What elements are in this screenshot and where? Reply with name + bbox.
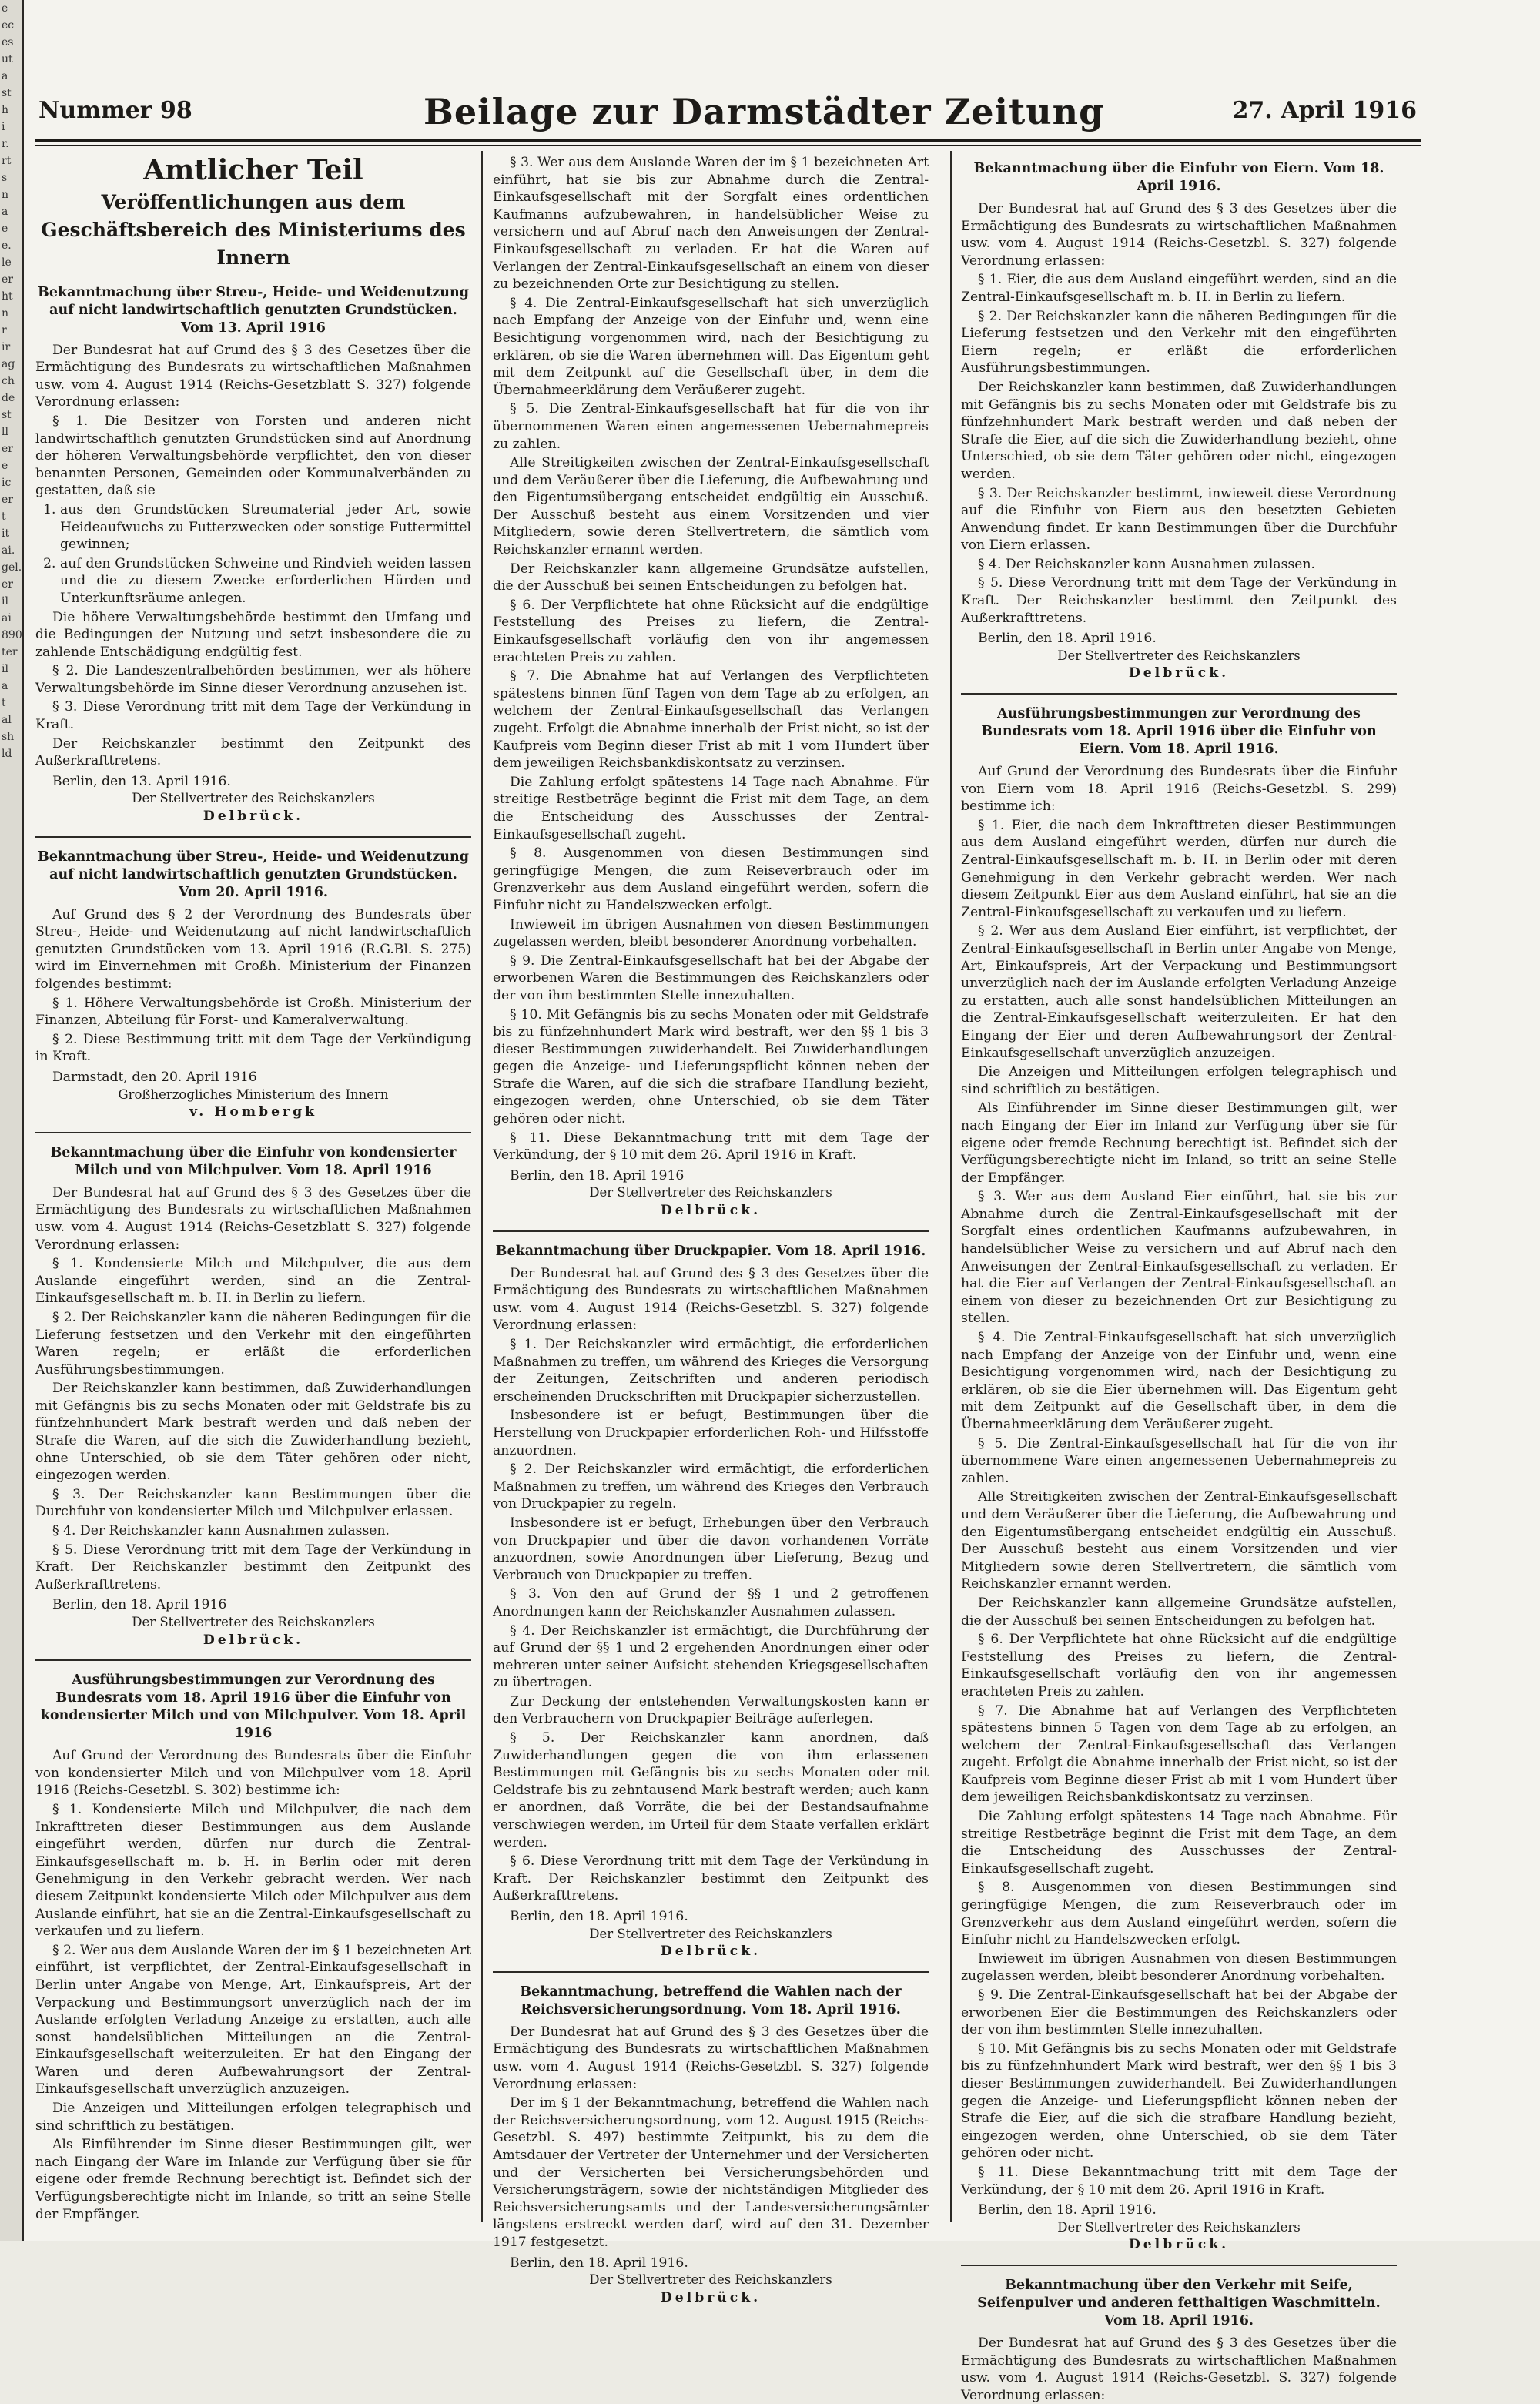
signature-name: Delbrück. bbox=[660, 1944, 762, 1960]
column-2 bbox=[493, 154, 929, 2305]
signature-title: Der Stellvertreter des Reichskanzlers bbox=[1057, 648, 1301, 663]
paragraph: Auf Grund des § 2 der Verordnung des Bundesrats über Streu-, Heide- und Weidenutzung auf nicht landwirtschaftlich genutzten Grundstücken vom 13. April 1916 (R.G.Bl. S. 275) wird im Einvernehmen mit Großh. Ministerium der Finanzen folgendes bestimmt: bbox=[35, 906, 471, 992]
paragraph: § 2. Wer aus dem Auslande Waren der im § 1 bezeichneten Art einführt, ist verpflichtet, der Zentral-Einkaufsgesellschaft in Berlin unter Angabe von Menge, Art, Einkaufspreis, Art der Verpackung und Bestimmungsort unverzüglich nach der im Auslande erfolgten Verladung Anzeige zu erstatten, auch alle sonst handelsüblichen Mitteilungen an die Zentral-Einkaufsgesellschaft weiterzuleiten. Er hat den Eingang der Waren und deren Aufbewahrungsort der Zentral-Einkaufsgesellschaft unverzüglich anzuzeigen. bbox=[35, 1942, 471, 2098]
signature-name: Delbrück. bbox=[203, 809, 304, 825]
margin-fragment: h bbox=[2, 104, 9, 116]
paragraph: § 9. Die Zentral-Einkaufsgesellschaft hat bei der Abgabe der erworbenen Waren die Bestimmungen des Reichskanzlers oder der von ihm bestimmten Stelle innezuhalten. bbox=[493, 953, 929, 1003]
paragraph: § 3. Wer aus dem Ausland Eier einführt, hat sie bis zur Abnahme durch die Zentral-Einkaufsgesellschaft mit der Sorgfalt eines ordentlichen Kaufmanns aufzubewahren, in handelsüblicher Weise zu versichern und auf Abruf nach den Anweisungen der Zentral-Einkaufsgesellschaft zu verladen. Er hat die Eier auf Verlangen der Zentral-Einkaufsgesellschaft an einem von dieser zu bezeichnenden Ort zur Besichtigung zu stellen. bbox=[961, 1189, 1397, 1327]
margin-fragment: ec bbox=[2, 19, 15, 32]
margin-fragment: rt bbox=[2, 155, 12, 167]
margin-fragment: de bbox=[2, 392, 15, 404]
paragraph: § 1. Kondensierte Milch und Milchpulver, die aus dem Auslande eingeführt werden, sind an die Zentral-Einkaufsgesellschaft m. b. H. in Berlin zu liefern. bbox=[35, 1256, 471, 1307]
margin-fragment: er bbox=[2, 494, 13, 506]
paragraph: Der Reichskanzler bestimmt den Zeitpunkt des Außerkrafttretens. bbox=[35, 735, 471, 769]
column-divider bbox=[950, 151, 952, 2222]
signature-name: Delbrück. bbox=[203, 1632, 304, 1648]
margin-fragment: a bbox=[2, 680, 8, 692]
paragraph: Insbesondere ist er befugt, Bestimmungen über die Herstellung von Druckpapier erforderlichen Roh- und Hilfsstoffe anzuordnen. bbox=[493, 1408, 929, 1458]
paragraph: Der Bundesrat hat auf Grund des § 3 des Gesetzes über die Ermächtigung des Bundesrats zu wirtschaftlichen Maßnahmen usw. vom 4. August 1914 (Reichs-Gesetzbl. S. 327) folgende Verordnung erlassen: bbox=[493, 1265, 929, 1334]
paragraph: Der Bundesrat hat auf Grund des § 3 des Gesetzes über die Ermächtigung des Bundesrats zu wirtschaftlichen Maßnahmen usw. vom 4. August 1914 (Reichs-Gesetzblatt S. 327) folgende Verordnung erlassen: bbox=[35, 342, 471, 410]
issue-date: 27. April 1916 bbox=[1232, 97, 1417, 124]
margin-fragment: ut bbox=[2, 53, 13, 65]
margin-fragment: gel. bbox=[2, 561, 22, 574]
notice-heading: Ausführungsbestimmungen zur Verordnung des Bundesrats vom 18. April 1916 über die Einfuhr von kondensierter Milch und von Milchpulver. Vom 18. April 1916 bbox=[40, 1672, 467, 1742]
list-item: 2. auf den Grundstücken Schweine und Rindvieh weiden lassen und die zu diesem Zwecke erforderlichen Hürden und Unterkunftsräume anlegen. bbox=[60, 555, 471, 608]
notice-heading: Bekanntmachung über den Verkehr mit Seife, Seifenpulver und anderen fetthaltigen Waschmitteln. Vom 18. April 1916. bbox=[977, 2277, 1381, 2329]
margin-fragment: ter bbox=[2, 646, 18, 658]
paragraph: Die Zahlung erfolgt spätestens 14 Tage nach Abnahme. Für streitige Restbeträge beginnt die Frist mit dem Tage, an dem die Entscheidung des Ausschusses der Zentral-Einkaufsgesellschaft zugeht. bbox=[961, 1809, 1397, 1877]
place-date: Berlin, den 18. April 1916. bbox=[510, 2255, 688, 2271]
paragraph: § 10. Mit Gefängnis bis zu sechs Monaten oder mit Geldstrafe bis zu fünfzehnhundert Mark wird bestraft, wer den §§ 1 bis 3 dieser Bestimmungen zuwiderhandelt. Bei Zuwiderhandlungen gegen die Anzeige- und Lieferungspflicht können neben der Strafe die Waren, auf die sich die strafbare Handlung bezieht, eingezogen werden, ohne Unterschied, ob sie dem Täter gehören oder nicht. bbox=[493, 1006, 929, 1127]
paragraph: Der Reichskanzler kann bestimmen, daß Zuwiderhandlungen mit Gefängnis bis zu sechs Monaten oder mit Geldstrafe bis zu fünfzehnhundert Mark bestraft werden und daß neben der Strafe die Eier, auf die sich die Zuwiderhandlung bezieht, ohne Unterschied, ob sie dem Täter gehören oder nicht, eingezogen werden. bbox=[961, 379, 1397, 482]
paragraph: § 4. Der Reichskanzler kann Ausnahmen zulassen. bbox=[52, 1523, 390, 1539]
margin-fragment: 890 bbox=[2, 629, 22, 641]
place-date: Berlin, den 18. April 1916 bbox=[52, 1597, 227, 1613]
margin-fragment: it bbox=[2, 527, 10, 540]
paragraph: Die Anzeigen und Mitteilungen erfolgen telegraphisch und sind schriftlich zu bestätigen. bbox=[961, 1064, 1397, 1097]
paragraph: § 1. Der Reichskanzler wird ermächtigt, die erforderlichen Maßnahmen zu treffen, um während des Krieges die Versorgung der Zeitungen, Zeitschriften und anderen periodisch erscheinenden Druckschriften mit Druckpapier sicherzustellen. bbox=[493, 1337, 929, 1405]
place-date: Berlin, den 18. April 1916 bbox=[510, 1167, 685, 1184]
paragraph: Der Bundesrat hat auf Grund des § 3 des Gesetzes über die Ermächtigung des Bundesrats zu wirtschaftlichen Maßnahmen usw. vom 4. August 1914 (Reichs-Gesetzblatt S. 327) folgende Verordnung erlassen: bbox=[35, 1184, 471, 1253]
paragraph: § 2. Diese Bestimmung tritt mit dem Tage der Verkündigung in Kraft. bbox=[35, 1031, 471, 1065]
paragraph: Insbesondere ist er befugt, Erhebungen über den Verbrauch von Druckpapier und über die davon vorhandenen Vorräte anzuordnen, sowie Anordnungen über Lieferung, Bezug und Verbrauch von Druckpapier zu treffen. bbox=[493, 1515, 929, 1583]
margin-fragment: es bbox=[2, 36, 14, 49]
signature-title: Der Stellvertreter des Reichskanzlers bbox=[589, 2272, 832, 2288]
paragraph: § 2. Die Landeszentralbehörden bestimmen, wer als höhere Verwaltungsbehörde im Sinne dieser Verordnung anzusehen ist. bbox=[35, 663, 471, 696]
margin-fragment: s bbox=[2, 172, 8, 184]
signature-title: Der Stellvertreter des Reichskanzlers bbox=[132, 791, 375, 806]
place-date: Berlin, den 18. April 1916. bbox=[978, 631, 1157, 647]
paragraph: § 5. Die Zentral-Einkaufsgesellschaft hat für die von ihr übernommene Ware einen angemessenen Uebernahmepreis zu zahlen. bbox=[961, 1435, 1397, 1486]
paragraph: § 1. Höhere Verwaltungsbehörde ist Großh. Ministerium der Finanzen, Abteilung für Forst- und Kameralverwaltung. bbox=[35, 995, 471, 1029]
masthead-rule-thin bbox=[35, 145, 1421, 146]
paragraph: Die höhere Verwaltungsbehörde bestimmt den Umfang und die Bedingungen der Nutzung und setzt insbesondere die zu zahlende Entschädigung endgültig fest. bbox=[35, 609, 471, 660]
masthead bbox=[38, 91, 1417, 137]
paragraph: § 4. Der Reichskanzler kann Ausnahmen zulassen. bbox=[978, 556, 1315, 572]
margin-fragment: st bbox=[2, 87, 12, 99]
paragraph: § 11. Diese Bekanntmachung tritt mit dem Tage der Verkündung, der § 10 mit dem 26. April 1916 in Kraft. bbox=[493, 1130, 929, 1163]
margin-fragment: ag bbox=[2, 358, 15, 370]
paragraph: § 3. Der Reichskanzler bestimmt, inwieweit diese Verordnung auf die Einfuhr von Eiern aus den besetzten Gebieten Anwendung findet. Er kann Bestimmungen über die Durchfuhr von Eiern erlassen. bbox=[961, 485, 1397, 554]
margin-fragment: er bbox=[2, 273, 13, 286]
paragraph: Inwieweit im übrigen Ausnahmen von diesen Bestimmungen zugelassen werden, bleibt besonderer Anordnung vorbehalten. bbox=[493, 916, 929, 950]
notice-heading: Bekanntmachung über Streu-, Heide- und Weidenutzung auf nicht landwirtschaftlich genutzten Grundstücken. Vom 13. April 1916 bbox=[38, 284, 469, 336]
margin-fragment: st bbox=[2, 409, 12, 421]
notice-heading: Ausführungsbestimmungen zur Verordnung des Bundesrats vom 18. April 1916 über die Einfuhr von Eiern. Vom 18. April 1916. bbox=[981, 706, 1377, 758]
margin-fragment: a bbox=[2, 206, 8, 218]
paragraph: § 6. Der Verpflichtete hat ohne Rücksicht auf die endgültige Feststellung des Preises zu liefern, die Zentral-Einkaufsgesellschaft vorläufig den von ihr angemessen erachteten Preis zu zahlen. bbox=[961, 1632, 1397, 1699]
paragraph: § 4. Die Zentral-Einkaufsgesellschaft hat sich unverzüglich nach Empfang der Anzeige von der Einfuhr und, wenn eine Besichtigung vorgenommen wird, nach der Besichtigung zu erklären, ob sie die Waren übernehmen will. Das Eigentum geht mit dem Zeitpunkt auf die Gesellschaft über, in dem die Übernahmeerklärung dem Veräußerer zugeht. bbox=[493, 295, 929, 398]
margin-fragment: n bbox=[2, 307, 9, 320]
place-date: Darmstadt, den 20. April 1916 bbox=[52, 1069, 257, 1085]
margin-fragment: e. bbox=[2, 239, 12, 252]
signature-name: Delbrück. bbox=[660, 2289, 762, 2305]
notice-divider bbox=[961, 693, 1397, 695]
column-divider bbox=[481, 151, 483, 2222]
margin-fragment: il bbox=[2, 663, 8, 675]
margin-fragment: ch bbox=[2, 375, 15, 387]
signature-title: Der Stellvertreter des Reichskanzlers bbox=[132, 1615, 375, 1629]
paragraph: § 11. Diese Bekanntmachung tritt mit dem Tage der Verkündung, der § 10 mit dem 26. April 1916 in Kraft. bbox=[961, 2164, 1397, 2198]
notice-divider bbox=[493, 1230, 929, 1232]
notice-divider bbox=[493, 1971, 929, 1973]
signature-name: v. Hombergk bbox=[189, 1104, 318, 1120]
margin-fragment: ht bbox=[2, 290, 13, 303]
notice-divider bbox=[35, 836, 471, 838]
list-item: 1. aus den Grundstücken Streumaterial jeder Art, sowie Heideaufwuchs zu Futterzwecken oder sonstige Futtermittel gewinnen; bbox=[60, 501, 471, 554]
signature-title: Großherzogliches Ministerium des Innern bbox=[118, 1086, 389, 1102]
margin-fragment: le bbox=[2, 256, 12, 269]
margin-fragment: sh bbox=[2, 731, 15, 743]
notice-divider bbox=[961, 2265, 1397, 2266]
margin-fragment: r bbox=[2, 324, 7, 336]
paragraph: Der Reichskanzler kann allgemeine Grundsätze aufstellen, die der Ausschuß bei seinen Entscheidungen zu befolgen hat. bbox=[961, 1595, 1397, 1629]
paragraph: Der im § 1 der Bekanntmachung, betreffend die Wahlen nach der Reichsversicherungsordnung, vom 12. August 1915 (Reichs-Gesetzbl. S. 497) bestimmte Zeitpunkt, bis zu dem die Amtsdauer der Vertreter der Unternehmer und der Versicherten und der Versicherten bei Versicherungsbehörden und Versicherungsträgern, sowie der nichtständigen Mitglieder des Reichsversicherungsamts und der Landesversicherungsämter längstens erstreckt werden darf, wird auf den 31. Dezember 1917 festgesetzt. bbox=[493, 2095, 929, 2250]
signature-title: Der Stellvertreter des Reichskanzlers bbox=[589, 1185, 832, 1200]
paragraph: Der Bundesrat hat auf Grund des § 3 des Gesetzes über die Ermächtigung des Bundesrats zu wirtschaftlichen Maßnahmen usw. vom 4. August 1914 (Reichs-Gesetzbl. S. 327) folgende Verordnung erlassen: bbox=[961, 2335, 1397, 2403]
numbered-list bbox=[35, 501, 471, 608]
margin-fragment: t bbox=[2, 511, 6, 523]
signature-name: Delbrück. bbox=[660, 1203, 762, 1219]
paragraph: § 7. Die Abnahme hat auf Verlangen des Verpflichteten spätestens binnen fünf Tagen von dem Tage ab zu erfolgen, an welchem der Zentral-Einkaufsgesellschaft das Verlangen zugeht. Erfolgt die Abnahme innerhalb der Frist nicht, so ist der Kaufpreis vom Beginn dieser Frist ab mit 1 vom Hundert über dem jeweiligen Reichsbankdiskontsatz zu verzinsen. bbox=[493, 668, 929, 772]
margin-fragment: e bbox=[2, 460, 8, 472]
paragraph: Als Einführender im Sinne dieser Bestimmungen gilt, wer nach Eingang der Eier im Inland zur Verfügung über sie für eigene oder fremde Rechnung berechtigt ist. Befindet sich der Verfügungsberechtigte nicht im Inland, so tritt an seine Stelle der Empfänger. bbox=[961, 1100, 1397, 1186]
margin-fragment: ic bbox=[2, 477, 12, 489]
notice-divider bbox=[35, 1659, 471, 1661]
margin-fragment: e bbox=[2, 2, 8, 15]
margin-fragment: ai bbox=[2, 612, 12, 624]
margin-fragment: ai. bbox=[2, 544, 15, 557]
masthead-rule bbox=[35, 139, 1421, 142]
paragraph: § 2. Der Reichskanzler wird ermächtigt, die erforderlichen Maßnahmen zu treffen, um während des Krieges den Verbrauch von Druckpapier zu regeln. bbox=[493, 1461, 929, 1512]
signature-title: Der Stellvertreter des Reichskanzlers bbox=[1057, 2219, 1301, 2235]
place-date: Berlin, den 18. April 1916. bbox=[978, 2202, 1157, 2218]
notice-heading: Bekanntmachung über Druckpapier. Vom 18. April 1916. bbox=[495, 1243, 926, 1259]
paragraph: Die Anzeigen und Mitteilungen erfolgen telegraphisch und sind schriftlich zu bestätigen. bbox=[35, 2101, 471, 2134]
paragraph: § 6. Diese Verordnung tritt mit dem Tage der Verkündung in Kraft. Der Reichskanzler bestimmt den Zeitpunkt des Außerkrafttretens. bbox=[493, 1853, 929, 1904]
paragraph: § 1. Kondensierte Milch und Milchpulver, die nach dem Inkrafttreten dieser Bestimmungen aus dem Auslande eingeführt werden, dürfen nur durch die Zentral-Einkaufsgesellschaft m. b. H. in Berlin oder mit deren Genehmigung in den Verkehr gebracht werden. Wer nach diesem Zeitpunkt kondensierte Milch oder Milchpulver aus dem Auslande einführt, hat sie an die Zentral-Einkaufsgesellschaft zu verkaufen und zu liefern. bbox=[35, 1801, 471, 1940]
paragraph: § 7. Die Abnahme hat auf Verlangen des Verpflichteten spätestens binnen 5 Tagen von dem Tage ab zu erfolgen, an welchem der Zentral-Einkaufsgesellschaft das Verlangen zugeht. Erfolgt die Abnahme innerhalb der Frist nicht, so ist der Kaufpreis vom Beginne dieser Frist ab mit 1 vom Hundert über dem jeweiligen Reichsbankdiskontsatz zu verzinsen. bbox=[961, 1703, 1397, 1806]
paragraph: § 8. Ausgenommen von diesen Bestimmungen sind geringfügige Mengen, die zum Reiseverbrauch oder im Grenzverkehr aus dem Ausland eingeführt werden, sofern die Einfuhr nicht zu Handelszwecken erfolgt. bbox=[493, 845, 929, 913]
place-date: Berlin, den 18. April 1916. bbox=[510, 1909, 688, 1924]
margin-fragment: a bbox=[2, 70, 8, 82]
place-date: Berlin, den 13. April 1916. bbox=[52, 773, 231, 789]
margin-fragment: er bbox=[2, 443, 13, 455]
paragraph: Auf Grund der Verordnung des Bundesrats über die Einfuhr von Eiern vom 18. April 1916 (Reichs-Gesetzbl. S. 299) bestimme ich: bbox=[961, 764, 1397, 815]
margin-fragment: i bbox=[2, 121, 5, 133]
section-subtitle: Veröffentlichungen aus dem Geschäftsbereich des Ministeriums des Innern bbox=[41, 190, 466, 269]
paragraph: § 9. Die Zentral-Einkaufsgesellschaft hat bei der Abgabe der erworbenen Eier die Bestimmungen des Reichskanzlers oder der von ihm bestimmten Stelle innezuhalten. bbox=[961, 1987, 1397, 2038]
notice-divider bbox=[35, 1132, 471, 1133]
paragraph: Als Einführender im Sinne dieser Bestimmungen gilt, wer nach Eingang der Ware im Inlande zur Verfügung über sie für eigene oder fremde Rechnung berechtigt ist. Befindet sich der Verfügungsberechtigte nicht im Inlande, so tritt an seine Stelle der Empfänger. bbox=[35, 2137, 471, 2222]
paragraph: § 5. Die Zentral-Einkaufsgesellschaft hat für die von ihr übernommenen Waren einen angemessenen Uebernahmepreis zu zahlen. bbox=[493, 401, 929, 452]
paragraph: § 3. Der Reichskanzler kann Bestimmungen über die Durchfuhr von kondensierter Milch und Milchpulver erlassen. bbox=[35, 1486, 471, 1520]
paragraph: Der Reichskanzler kann bestimmen, daß Zuwiderhandlungen mit Gefängnis bis zu sechs Monaten oder mit Geldstrafe bis zu fünfzehnhundert Mark bestraft werden und daß neben der Strafe die Waren, auf die sich die Zuwiderhandlung bezieht, ohne Unterschied, ob sie dem Täter gehören oder nicht, eingezogen werden. bbox=[35, 1381, 471, 1484]
signature-name: Delbrück. bbox=[1128, 2237, 1230, 2253]
margin-fragment: il bbox=[2, 595, 8, 608]
paragraph: Inwieweit im übrigen Ausnahmen von diesen Bestimmungen zugelassen werden, bleibt besonderer Anordnung vorbehalten. bbox=[961, 1950, 1397, 1984]
paragraph: § 1. Eier, die aus dem Ausland eingeführt werden, sind an die Zentral-Einkaufsgesellschaft m. b. H. in Berlin zu liefern. bbox=[961, 272, 1397, 305]
paragraph: Der Bundesrat hat auf Grund des § 3 des Gesetzes über die Ermächtigung des Bundesrats zu wirtschaftlichen Maßnahmen usw. vom 4. August 1914 (Reichs-Gesetzbl. S. 327) folgende Verordnung erlassen: bbox=[493, 2024, 929, 2092]
paragraph: § 5. Diese Verordnung tritt mit dem Tage der Verkündung in Kraft. Der Reichskanzler bestimmt den Zeitpunkt des Außerkrafttretens. bbox=[35, 1542, 471, 1592]
issue-number: Nummer 98 bbox=[38, 97, 192, 124]
column-1 bbox=[35, 154, 471, 2222]
paragraph: § 8. Ausgenommen von diesen Bestimmungen sind geringfügige Mengen, die zum Reiseverbrauch oder im Grenzverkehr aus dem Ausland eingeführt werden, sofern die Einfuhr nicht zu Handelszwecken erfolgt. bbox=[961, 1880, 1397, 1948]
paragraph: § 3. Diese Verordnung tritt mit dem Tage der Verkündung in Kraft. bbox=[35, 699, 471, 733]
margin-fragment: n bbox=[2, 189, 9, 201]
adjacent-page-margin bbox=[0, 0, 24, 2241]
margin-fragment: t bbox=[2, 697, 6, 709]
paragraph: Auf Grund der Verordnung des Bundesrats über die Einfuhr von kondensierter Milch und von Milchpulver vom 18. April 1916 (Reichs-Gesetzbl. S. 302) bestimme ich: bbox=[35, 1748, 471, 1799]
paragraph: Die Zahlung erfolgt spätestens 14 Tage nach Abnahme. Für streitige Restbeträge beginnt die Frist mit dem Tage, an dem die Entscheidung des Ausschusses der Zentral-Einkaufsgesellschaft zugeht. bbox=[493, 774, 929, 842]
paragraph: § 5. Der Reichskanzler kann anordnen, daß Zuwiderhandlungen gegen die von ihm erlassenen Bestimmungen mit Gefängnis bis zu sechs Monaten oder mit Geldstrafe bis zu zehntausend Mark bestraft werden; auch kann er anordnen, daß Vorräte, die bei der Bestandsaufnahme verschwiegen werden, im Urteil für dem Staate verfallen erklärt werden. bbox=[493, 1730, 929, 1850]
signature-name: Delbrück. bbox=[1128, 665, 1230, 681]
paragraph: § 4. Der Reichskanzler ist ermächtigt, die Durchführung der auf Grund der §§ 1 und 2 ergehenden Anordnungen einer oder mehreren unter seiner Aufsicht stehenden Kriegsgesellschaften zu übertragen. bbox=[493, 1622, 929, 1691]
paragraph: § 5. Diese Verordnung tritt mit dem Tage der Verkündung in Kraft. Der Reichskanzler bestimmt den Zeitpunkt des Außerkrafttretens. bbox=[961, 575, 1397, 626]
newspaper-title: Beilage zur Darmstädter Zeitung bbox=[424, 91, 1105, 132]
section-title: Amtlicher Teil bbox=[143, 154, 363, 186]
signature-title: Der Stellvertreter des Reichskanzlers bbox=[589, 1926, 832, 1941]
margin-fragment: r. bbox=[2, 138, 9, 150]
notice-heading: Bekanntmachung über Streu-, Heide- und Weidenutzung auf nicht landwirtschaftlich genutzten Grundstücken. Vom 20. April 1916. bbox=[38, 849, 469, 900]
paragraph: Alle Streitigkeiten zwischen der Zentral-Einkaufsgesellschaft und dem Veräußerer über die Lieferung, die Aufbewahrung und den Eigentumsübergang entscheidet endgültig ein Ausschuß. Der Ausschuß besteht aus einem Vorsitzenden und vier Mitgliedern, sowie deren Stellvertretern, die sämtlich vom Reichskanzler ernannt werden. bbox=[493, 455, 929, 558]
paragraph: Der Reichskanzler kann allgemeine Grundsätze aufstellen, die der Ausschuß bei seinen Entscheidungen zu befolgen hat. bbox=[493, 561, 929, 594]
notice-heading: Bekanntmachung über die Einfuhr von Eiern. Vom 18. April 1916. bbox=[973, 161, 1384, 194]
paragraph: § 4. Die Zentral-Einkaufsgesellschaft hat sich unverzüglich nach Empfang der Anzeige von der Einfuhr und, wenn eine Besichtigung vorgenommen wird, nach der Besichtigung zu erklären, ob sie die Eier übernehmen will. Das Eigentum geht mit dem Zeitpunkt auf die Gesellschaft über, in dem die Übernahmeerklärung dem Veräußerer zugeht. bbox=[961, 1330, 1397, 1432]
paragraph: Der Bundesrat hat auf Grund des § 3 des Gesetzes über die Ermächtigung des Bundesrats zu wirtschaftlichen Maßnahmen usw. vom 4. August 1914 (Reichs-Gesetzbl. S. 327) folgende Verordnung erlassen: bbox=[961, 201, 1397, 269]
margin-fragment: er bbox=[2, 578, 13, 591]
margin-fragment: al bbox=[2, 714, 12, 726]
margin-fragment: ld bbox=[2, 748, 12, 760]
margin-fragment: ir bbox=[2, 341, 11, 353]
paragraph: Alle Streitigkeiten zwischen der Zentral-Einkaufsgesellschaft und dem Veräußerer über die Lieferung, die Aufbewahrung und den Eigentumsübergang entscheidet endgültig ein Ausschuß. Der Ausschuß besteht aus einem Vorsitzenden und vier Mitgliedern sowie deren Stellvertretern, die sämtlich vom Reichskanzler ernannt werden. bbox=[961, 1489, 1397, 1592]
margin-fragment: e bbox=[2, 223, 8, 235]
margin-fragment: ll bbox=[2, 426, 8, 438]
paragraph: § 2. Der Reichskanzler kann die näheren Bedingungen für die Lieferung festsetzen und den Verkehr mit den eingeführten Eiern regeln; er erläßt die erforderlichen Ausführungsbestimmungen. bbox=[961, 308, 1397, 377]
notice-heading: Bekanntmachung, betreffend die Wahlen nach der Reichsversicherungsordnung. Vom 18. April 1916. bbox=[520, 1984, 902, 2017]
paragraph: § 10. Mit Gefängnis bis zu sechs Monaten oder mit Geldstrafe bis zu fünfzehnhundert Mark wird bestraft, wer den §§ 1 bis 3 dieser Bestimmungen zuwiderhandelt. Bei Zuwiderhandlungen gegen die Anzeige- und Lieferungspflicht können neben der Strafe die Eier, auf die sich die strafbare Handlung bezieht, eingezogen werden, ohne Unterschied, ob sie dem Täter gehören oder nicht. bbox=[961, 2041, 1397, 2161]
notice-heading: Bekanntmachung über die Einfuhr von kondensierter Milch und von Milchpulver. Vom 18. April 1916 bbox=[50, 1144, 457, 1178]
paragraph: § 3. Von den auf Grund der §§ 1 und 2 getroffenen Anordnungen kann der Reichskanzler Ausnahmen zulassen. bbox=[493, 1586, 929, 1619]
paragraph: § 1. Die Besitzer von Forsten und anderen nicht landwirtschaftlich genutzten Grundstücken sind auf Anordnung der höheren Verwaltungsbehörde verpflichtet, den von dieser benannten Personen, Gemeinden oder Kommunalverbänden zu gestatten, daß sie bbox=[35, 413, 471, 499]
paragraph: § 1. Eier, die nach dem Inkrafttreten dieser Bestimmungen aus dem Ausland eingeführt werden, dürfen nur durch die Zentral-Einkaufsgesellschaft m. b. H. in Berlin oder mit deren Genehmigung in den Verkehr gebracht werden. Wer nach diesem Zeitpunkt Eier aus dem Ausland einführt, hat sie an die Zentral-Einkaufsgesellschaft zu verkaufen und zu liefern. bbox=[961, 817, 1397, 920]
paragraph: § 6. Der Verpflichtete hat ohne Rücksicht auf die endgültige Feststellung des Preises zu liefern, die Zentral-Einkaufsgesellschaft vorläufig den von ihr angemessen erachteten Preis zu zahlen. bbox=[493, 597, 929, 665]
paragraph: § 2. Der Reichskanzler kann die näheren Bedingungen für die Lieferung festsetzen und den Verkehr mit den eingeführten Waren regeln; er erläßt die erforderlichen Ausführungsbestimmungen. bbox=[35, 1309, 471, 1378]
column-3 bbox=[961, 154, 1397, 2403]
paragraph: § 3. Wer aus dem Auslande Waren der im § 1 bezeichneten Art einführt, hat sie bis zur Abnahme durch die Zentral-Einkaufsgesellschaft mit der Sorgfalt eines ordentlichen Kaufmanns aufzubewahren, in handelsüblicher Weise zu versichern und auf Abruf nach den Anweisungen der Zentral-Einkaufsgesellschaft zu verladen. Er hat die Waren auf Verlangen der Zentral-Einkaufsgesellschaft an einem von dieser zu bezeichnenden Orte zur Besichtigung zu stellen. bbox=[493, 155, 929, 293]
paragraph: Zur Deckung der entstehenden Verwaltungskosten kann er den Verbrauchern von Druckpapier Beiträge auferlegen. bbox=[493, 1693, 929, 1727]
paragraph: § 2. Wer aus dem Ausland Eier einführt, ist verpflichtet, der Zentral-Einkaufsgesellschaft in Berlin unter Angabe von Menge, Art, Einkaufspreis, Art der Verpackung und Bestimmungsort unverzüglich nach der im Auslande erfolgten Verladung Anzeige zu erstatten, auch alle sonst handelsüblichen Mitteilungen an die Zentral-Einkaufsgesellschaft weiterzuleiten. Er hat den Eingang der Eier und deren Aufbewahrungsort der Zentral-Einkaufsgesellschaft unverzüglich anzuzeigen. bbox=[961, 923, 1397, 1061]
